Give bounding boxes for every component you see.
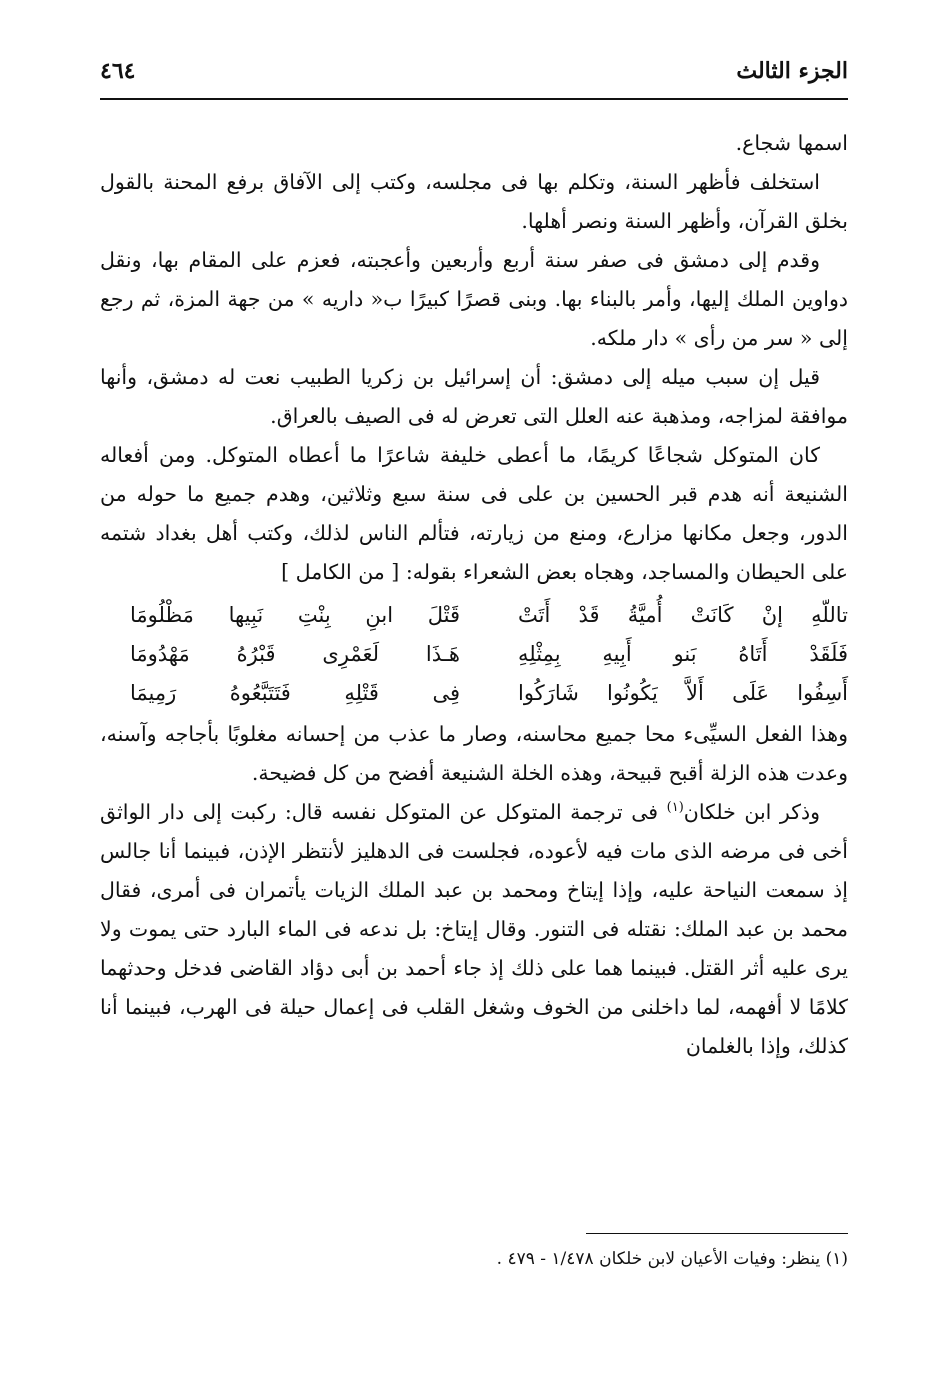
paragraph: وقدم إلى دمشق فى صفر سنة أربع وأربعين وأعجبته، فعزم على المقام بها، ونقل دواوين الملك إليها، وأمر بالبناء بها. وبنى قصرًا كبيرًا ب« داريه » من جهة المزة، ثم رجع إلى « سر من رأى » دار ملكه.: [100, 248, 848, 350]
footnote: (١) ينظر: وفيات الأعيان لابن خلكان ١/٤٧٨ - ٤٧٩ .: [496, 1249, 848, 1269]
running-title: الجزء الثالث: [736, 58, 848, 84]
verse-second-hemistich: قَتْلَ ابنِ بِنْتِ نَبِيها مَظْلُومَا: [130, 603, 460, 627]
page-number: ٤٦٤: [100, 58, 136, 84]
paragraph-with-footnote-ref: [100, 793, 848, 1066]
page-header: [100, 52, 848, 92]
verse-first-hemistich: تاللّهِ إنْ كَانَتْ أُميَّةُ قَدْ أَتَتْ: [518, 603, 848, 627]
verse-second-hemistich: فِى قَتْلِهِ فَتَتَبَّعُوهُ رَمِيمَا: [130, 681, 460, 705]
paragraph: وهذا الفعل السيِّىء محا جميع محاسنه، وصار ما عذب من إحسانه مغلوبًا بأجاجه وآسنه، وعدت هذه الزلة أقبح قبيحة، وهذه الخلة الشنيعة أفضح من كل فضيحة.: [100, 722, 848, 785]
footnote-separator: [586, 1233, 848, 1234]
paragraph: قيل إن سبب ميله إلى دمشق: أن إسرائيل بن زكريا الطبيب نعت له دمشق، وأنها موافقة لمزاجه، ومذهبة عنه العلل التى تعرض له فى الصيف بالعراق.: [100, 365, 848, 428]
verse-first-hemistich: فَلَقَدْ أَتَاهُ بَنو أَبِيهِ بِمِثْلِهِ: [518, 642, 848, 666]
footnote-reference[interactable]: (١): [666, 800, 684, 816]
paragraph: اسمها شجاع.: [735, 131, 848, 155]
verse-first-hemistich: أَسِفُوا عَلَى أَلاَّ يَكُونُوا شَارَكُوا: [518, 681, 848, 705]
verse-line: [100, 596, 848, 635]
verse-second-hemistich: هَـذَا لَعَمْرِى قَبْرُهُ مَهْدُومَا: [130, 642, 460, 666]
paragraph: استخلف فأظهر السنة، وتكلم بها فى مجلسه، وكتب إلى الآفاق برفع المحنة بالقول بخلق القرآن، وأظهر السنة ونصر أهلها.: [100, 170, 848, 233]
main-text: [100, 124, 848, 1066]
paragraph: كان المتوكل شجاعًا كريمًا، ما أعطى خليفة شاعرًا ما أعطاه المتوكل. ومن أفعاله الشنيعة أنه هدم قبر الحسين بن على فى سنة سبع وثلاثين، وهدم جميع ما حوله من الدور، وجعل مكانها مزارع، ومنع من زيارته، فتألم الناس لذلك، وكتب أهل بغداد شتمه على الحيطان والمساجد، وهجاه بعض الشعراء بقوله: [ من الكامل ]: [100, 443, 848, 584]
header-rule: [100, 98, 848, 100]
paragraph-text-start: وذكر ابن خلكان: [683, 800, 820, 824]
verse-line: [100, 674, 848, 713]
verse-line: [100, 635, 848, 674]
poem: [100, 596, 848, 713]
paragraph-text-rest: فى ترجمة المتوكل عن المتوكل نفسه قال: ركبت إلى دار الواثق أخى فى مرضه الذى مات فيه لأعوده، فجلست فى الدهليز لأنتظر الإذن، فبينما أنا جالس إذ سمعت النياحة عليه، وإذا إيتاخ ومحمد بن عبد الملك الزيات يأتمران فى أمرى، فقال محمد بن عبد الملك: نقتله فى التنور. وقال إيتاخ: بل ندعه فى الماء البارد حتى يموت ولا يرى عليه أثر القتل. فبينما هما على ذلك إذ جاء أحمد بن أبى دؤاد القاضى فدخل وحدثهما كلامًا لا أفهمه، لما داخلنى من الخوف وشغل القلب فى إعمال حيلة فى الهرب، فبينما أنا كذلك، وإذا بالغلمان: [100, 800, 848, 1058]
